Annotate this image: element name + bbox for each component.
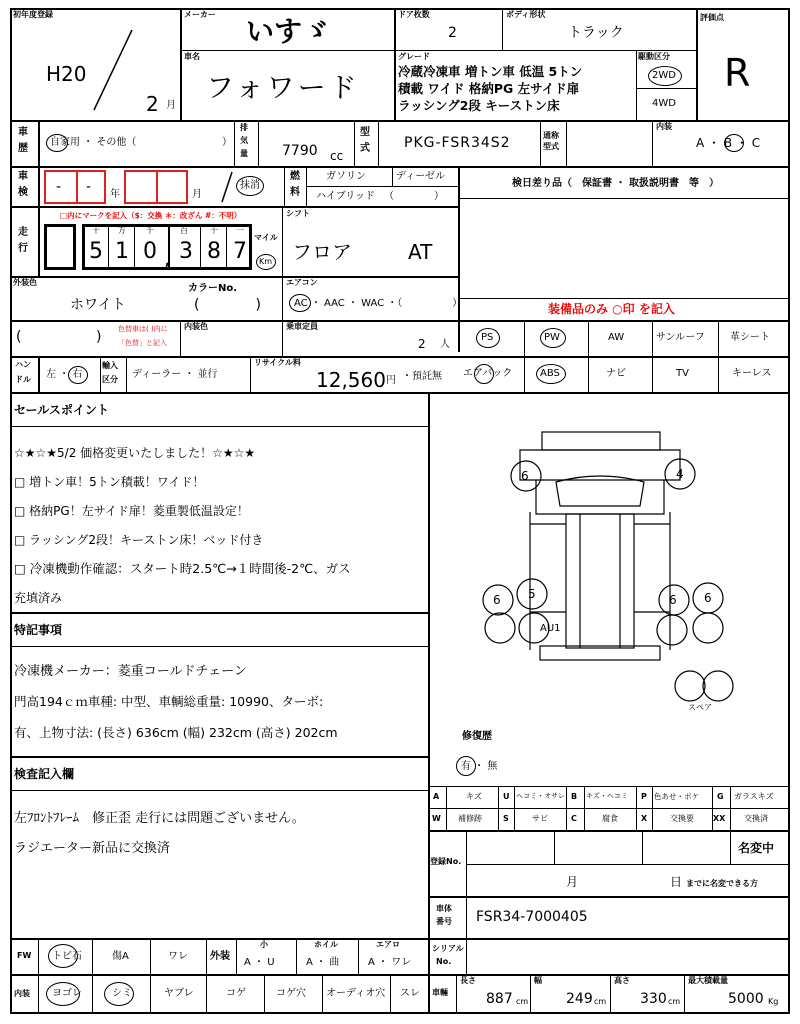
legend-code: A: [433, 792, 440, 801]
width: 249: [566, 991, 593, 1007]
odometer-digit: 5: [89, 239, 103, 264]
divider: [38, 938, 39, 1014]
color-no-label: カラーNo.: [188, 283, 238, 294]
divider: [236, 938, 237, 974]
history-label-2: 歴: [18, 143, 28, 154]
int-item: スレ: [400, 988, 420, 999]
equip-navi: ナビ: [606, 368, 626, 379]
divider: [636, 786, 637, 830]
legend-desc: 色あせ・ボケ: [654, 792, 699, 801]
equip-keyless: キーレス: [732, 368, 772, 379]
divider: [322, 974, 323, 1014]
score: R: [724, 51, 751, 95]
fw-label: FW: [17, 951, 32, 960]
inspection-title: 検査記入欄: [14, 767, 75, 781]
int-item: コゲ: [226, 988, 246, 999]
tire-number: 5: [528, 587, 536, 601]
length: 887: [486, 991, 513, 1007]
interior-label: 内装: [656, 122, 672, 131]
dash-1: -: [56, 179, 62, 195]
common-label-2: 型式: [543, 142, 559, 151]
divider: [466, 864, 790, 865]
unit-3: 千: [146, 226, 154, 235]
notes-title: 特記事項: [14, 623, 63, 637]
divider: [428, 808, 790, 809]
model-label-1: 型: [360, 127, 370, 138]
disp-label-1: 排: [240, 123, 248, 132]
grade-label: グレード: [398, 52, 430, 61]
tire-number: 6: [669, 593, 677, 607]
divider: [296, 938, 297, 974]
unit-4: 百: [180, 226, 188, 235]
maker: いすゞ: [246, 15, 331, 48]
sales-line: □ 格納PG！左サイド扉！菱重製低温設定！: [14, 504, 249, 518]
wheel-label: ホイル: [314, 940, 338, 949]
grade-line-2: 積載 ワイド 格納PG 左サイド扉: [398, 81, 580, 96]
odometer-digit: 7: [233, 239, 247, 264]
int-item: ヨゴレ: [52, 988, 82, 999]
legend-code: XX: [713, 814, 726, 823]
mileage-label-1: 走: [18, 227, 28, 238]
tire-number: 6: [704, 591, 712, 605]
divider: [610, 974, 611, 1014]
month-unit-2: 月: [192, 189, 202, 200]
notes-line: 門高194ｃｍ車種: 中型、車輌総重量: 10990、ターボ:: [14, 694, 324, 709]
reg-deadline: までに名変できる方: [686, 879, 758, 888]
max-load: 5000: [728, 991, 764, 1007]
tire-number: 6: [493, 593, 501, 607]
shift: フロア: [292, 240, 352, 264]
divider: [466, 830, 467, 896]
name-change: 名変中: [738, 841, 775, 855]
capacity-unit: 人: [440, 339, 450, 350]
body-label: ボディ形状: [506, 10, 546, 19]
sales-line: □ ラッシング2段！キーストン床！ベッド付き: [14, 533, 264, 547]
drive-2wd: 2WD: [652, 70, 676, 81]
fuel-label-2: 料: [290, 187, 300, 198]
divider: [428, 896, 790, 898]
odometer-digit: 3: [179, 239, 193, 264]
divider: [428, 938, 430, 1014]
divider: [642, 830, 643, 864]
import-label-1: 輸入: [102, 361, 118, 370]
legend-code: U: [503, 792, 510, 801]
divider: [390, 974, 391, 1014]
serial-label-2: No.: [436, 957, 452, 966]
drive-4wd: 4WD: [652, 98, 676, 109]
handle-label-1: ハン: [15, 360, 31, 369]
ext-label: 外装: [210, 951, 230, 962]
divider: [584, 786, 585, 830]
handle-label-2: ドル: [15, 375, 31, 384]
divider: [684, 974, 685, 1014]
air-conditioner: AC ・ AAC ・ WAC ・（ ）: [294, 298, 463, 309]
reg-month: 月: [566, 875, 579, 889]
spare-label: スペア: [688, 703, 712, 712]
divider: [530, 974, 531, 1014]
doors: 2: [448, 25, 457, 41]
divider: [712, 786, 713, 830]
divider: [466, 896, 467, 938]
legend-desc: キズ・ヘコミ: [586, 792, 628, 800]
int-item: ヤブレ: [164, 988, 194, 999]
tire-number: 6: [521, 469, 529, 483]
equip-title: 装備品のみ ○印 を記入: [548, 302, 675, 316]
transmission: AT: [408, 240, 433, 264]
width-unit: cm: [594, 997, 607, 1006]
fw-item: ワレ: [168, 951, 188, 962]
serial-label-1: シリアル: [432, 944, 464, 953]
color-change-note-2: 「色替」と記入: [118, 339, 167, 347]
month-unit: 月: [166, 100, 176, 111]
divider: [498, 786, 499, 830]
color-change-close: ): [96, 329, 102, 345]
color-change-open: (: [16, 329, 22, 345]
cc-unit: cc: [330, 149, 344, 163]
odometer-comma: ,: [164, 246, 171, 270]
divider: [206, 938, 207, 1014]
equip-ps: PS: [481, 332, 494, 343]
disp-label-2: 気: [240, 136, 248, 145]
length-label: 長さ: [460, 976, 476, 985]
docs-label: 検日差り品（ 保証書 ・ 取扱説明書 等 ）: [512, 178, 719, 189]
mileage-note: □内にマークを記入（$：交換 ＊：改ざん #：不明）: [60, 211, 242, 220]
divider: [428, 830, 790, 832]
history-label-1: 車: [18, 127, 28, 138]
score-label: 評価点: [700, 13, 724, 22]
sales-title: セールスポイント: [14, 403, 109, 417]
equip-tv: TV: [676, 368, 689, 379]
vin-label-2: 番号: [436, 917, 452, 926]
int-item: オーディオ穴: [326, 988, 386, 999]
drive-label: 駆動区分: [638, 52, 670, 61]
mileage-label-2: 行: [18, 243, 28, 254]
doors-label: ドア枚数: [398, 10, 430, 19]
equip-aw: AW: [608, 332, 625, 343]
year-unit: 年: [110, 189, 120, 200]
reg-era: H20: [46, 62, 87, 86]
au-mark: AU1: [540, 623, 561, 634]
model-label-2: 式: [360, 143, 370, 154]
vin-label-1: 車体: [436, 904, 452, 913]
aero-label: エアロ: [376, 940, 400, 949]
divider: [358, 938, 359, 974]
reg-month: 2: [146, 92, 159, 116]
ext-color: ホワイト: [70, 297, 126, 313]
legend-desc: 腐食: [602, 814, 618, 823]
legend-code: G: [717, 792, 724, 801]
height-unit: cm: [668, 997, 681, 1006]
repair-label: 修復歴: [462, 731, 492, 742]
fw-item: トビ石: [52, 951, 82, 962]
load-unit: Kg: [768, 997, 779, 1006]
unit-2: 万: [118, 226, 126, 235]
fuel-gasoline: ガソリン: [326, 171, 366, 182]
legend-code: X: [641, 814, 648, 823]
capacity-label: 乗車定員: [286, 322, 318, 331]
legend-desc: 交換要: [670, 814, 694, 823]
divider: [514, 786, 515, 830]
length-unit: cm: [516, 997, 529, 1006]
inspection-line: 左ﾌﾛﾝﾄﾌﾚｰﾑ 修正歪 走行には問題ございません。: [14, 811, 305, 826]
fuel-hybrid: ハイブリッド: [316, 191, 375, 202]
divider: [456, 974, 457, 1014]
legend-desc: ガラスキズ: [734, 792, 774, 801]
odometer-digit: 0: [143, 239, 157, 264]
recycle-fee: 12,560: [316, 368, 386, 392]
body-type: トラック: [568, 25, 624, 41]
capacity: 2: [418, 337, 426, 351]
shift-label: シフト: [286, 209, 310, 218]
sales-line: □ 増トン車！5トン積載！ワイド！: [14, 475, 205, 489]
first-reg-label: 初年度登録: [13, 10, 53, 19]
unit-5: 十: [210, 226, 218, 235]
tire-number: 4: [676, 467, 684, 481]
odometer-digit: 1: [115, 239, 129, 264]
aero-value: A ・ ワレ: [368, 957, 412, 968]
unit-1: 十: [92, 226, 100, 235]
height: 330: [640, 991, 667, 1007]
fuel-hybrid-paren: （ ）: [384, 191, 444, 202]
wheel-value: A ・ 曲: [306, 957, 340, 968]
legend-desc: サビ: [532, 814, 548, 823]
dash-2: -: [86, 179, 92, 195]
sales-line: □ 冷凍機動作確認：スタート時2.5℃→１時間後-2℃、ガス: [14, 561, 351, 576]
mile-unit: マイル: [254, 233, 278, 242]
equip-abs: ABS: [540, 368, 560, 379]
ac-label: エアコン: [286, 278, 318, 287]
divider: [10, 974, 790, 976]
divider: [566, 786, 567, 830]
sales-line: ☆★☆★5/2 価格変更いたしました！☆★☆★: [14, 446, 256, 460]
color-no-paren: ( ): [194, 297, 261, 313]
divider: [92, 938, 93, 1014]
recycle-label: リサイクル料: [254, 358, 301, 367]
km-unit: Km: [259, 257, 273, 266]
history: 自家用 ・ その他（: [50, 137, 137, 148]
disp-label-3: 量: [240, 149, 248, 158]
small-label: 小: [260, 940, 268, 949]
divider: [730, 786, 731, 830]
import-type: ディーラー ・ 並行: [132, 369, 218, 380]
inspection-label-2: 検: [18, 187, 28, 198]
equip-leather: 革シート: [730, 332, 770, 343]
legend-code: P: [641, 792, 647, 801]
height-label: 高さ: [614, 976, 630, 985]
history-close: ）: [222, 137, 232, 148]
divider: [428, 786, 790, 787]
dims-label: 車輛: [432, 988, 448, 997]
divider: [554, 830, 555, 864]
yen-unit: 円: [386, 375, 396, 386]
int-item: コゲ穴: [276, 988, 306, 999]
expired: 抹消: [240, 180, 260, 191]
repair-history: 有 ・ 無: [461, 761, 498, 772]
deposit: ・預託無: [402, 371, 442, 382]
int-color-label: 内装色: [184, 322, 208, 331]
equip-sunroof: サンルーフ: [656, 332, 705, 343]
legend-desc: キズ: [466, 792, 482, 801]
import-label-2: 区分: [102, 375, 118, 384]
legend-code: W: [432, 814, 441, 823]
sales-line: 充填済み: [14, 591, 63, 605]
name-label: 車名: [184, 52, 200, 61]
legend-code: C: [571, 814, 577, 823]
handle-side: 左 ・ 右: [46, 369, 83, 380]
inspection-label-1: 車: [18, 171, 28, 182]
interior-grades: A ・ B ・ C: [696, 136, 761, 150]
fuel-diesel: ディーゼル: [396, 171, 445, 182]
legend-desc: 交換済: [744, 814, 768, 823]
legend-code: B: [571, 792, 578, 801]
legend-desc: 補修跡: [458, 814, 482, 823]
int-item: シミ: [112, 988, 132, 999]
odometer-digit: 8: [207, 239, 221, 264]
divider: [652, 786, 653, 830]
equip-pw: PW: [544, 332, 560, 343]
model: PKG-FSR34S2: [404, 135, 511, 151]
vin: FSR34-7000405: [476, 909, 588, 925]
common-label-1: 通称: [543, 131, 559, 140]
legend-code: S: [503, 814, 509, 823]
registration-label: 登録No.: [430, 857, 462, 866]
legend-desc: ヘコミ・オサレ: [516, 792, 565, 800]
grade-line-3: ラッシング2段 キーストン床: [398, 98, 560, 113]
small-value: A ・ U: [244, 957, 275, 968]
divider: [730, 830, 731, 864]
width-label: 幅: [534, 976, 542, 985]
grade-line-1: 冷蔵冷凍車 増トン車 低温 5トン: [398, 64, 583, 79]
maker-label: メーカー: [184, 10, 216, 19]
notes-line: 冷凍機メーカー：菱重コールドチェーン: [14, 664, 247, 679]
fuel-label-1: 燃: [290, 171, 300, 182]
load-label: 最大積載量: [688, 976, 728, 985]
displacement: 7790: [282, 143, 318, 159]
notes-line: 有、上物寸法: (長さ) 636cm (幅) 232cm (高さ) 202cm: [14, 725, 338, 740]
color-change-note-1: 色替車は( )内に: [118, 325, 168, 333]
divider: [446, 786, 447, 830]
inspection-line: ラジエーター新品に交換済: [14, 841, 171, 856]
ext-color-label: 外装色: [13, 278, 37, 287]
int-label: 内装: [14, 989, 30, 998]
reg-day: 日: [670, 875, 683, 889]
car-name: フォワード: [206, 71, 360, 104]
divider: [150, 938, 151, 1014]
fw-item: 傷A: [112, 951, 129, 962]
unit-6: 一: [236, 226, 244, 235]
equip-airbag: エアバック: [463, 368, 513, 379]
divider: [466, 938, 467, 974]
divider: [264, 974, 265, 1014]
